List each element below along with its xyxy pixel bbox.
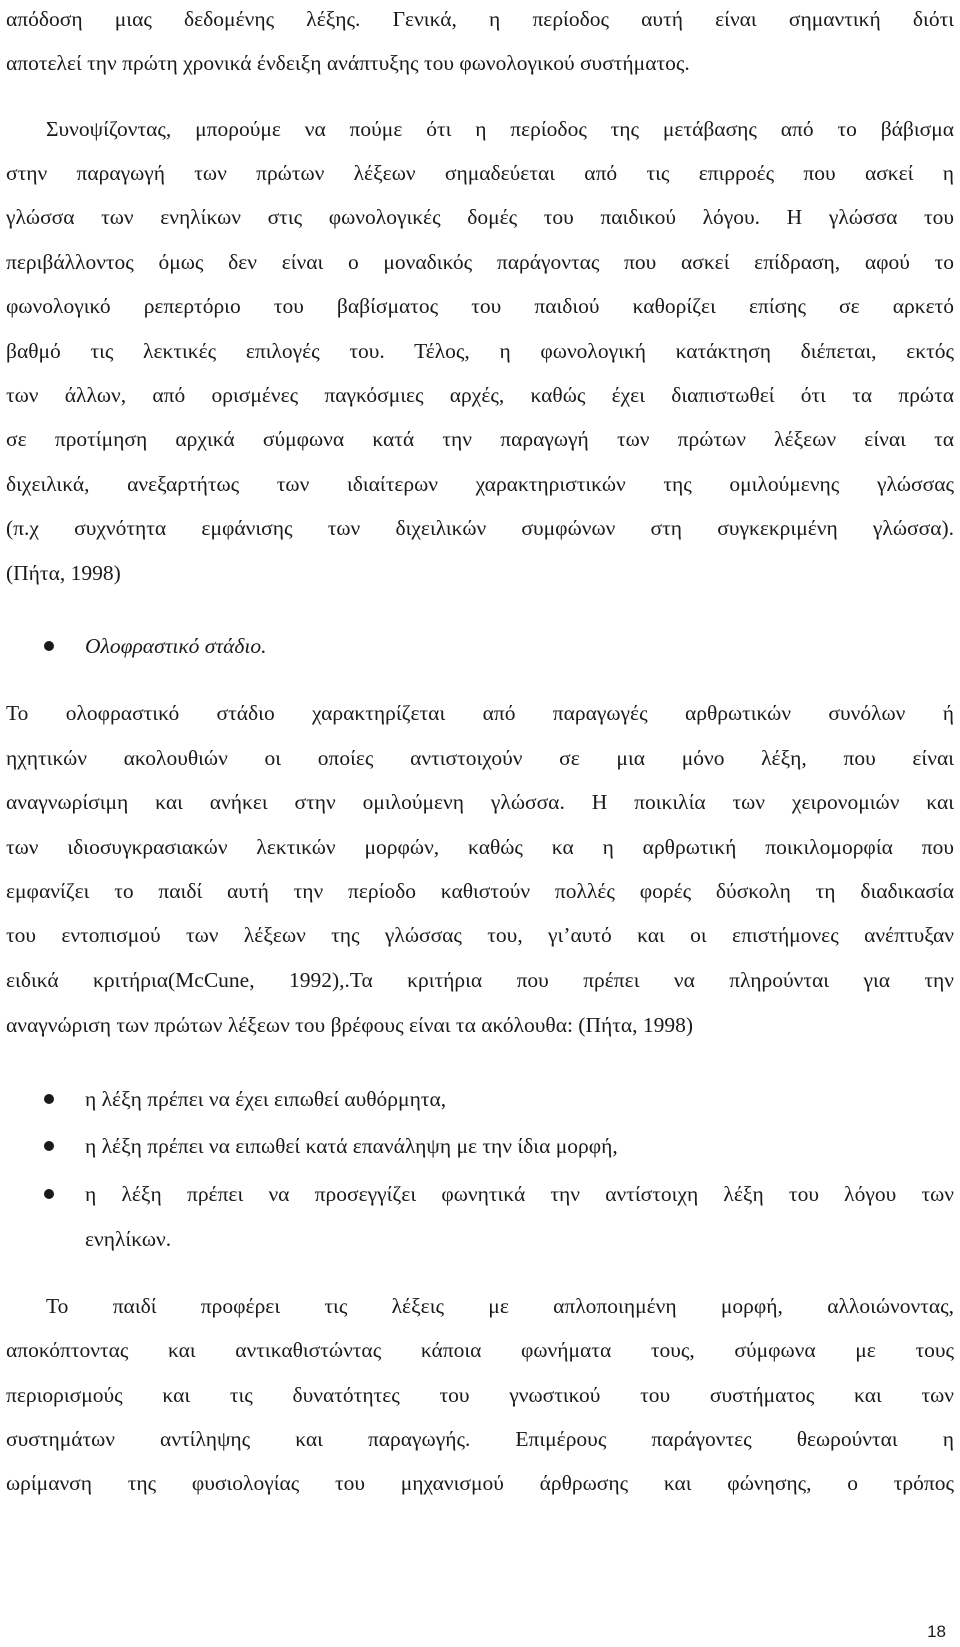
text-line: αποτελεί την πρώτη χρονικά ένδειξη ανάπτυξης του φωνολογικού συστήματος. — [6, 51, 690, 75]
text-line: γλώσσα των ενηλίκων στις φωνολογικές δομές του παιδικού λόγου. Η γλώσσα του — [6, 205, 954, 229]
text-line: αναγνωρίσιμη και ανήκει στην ομιλούμενη γλώσσα. Η ποικιλία των χειρονομιών και — [6, 790, 954, 814]
text-line: Το παιδί προφέρει τις λέξεις με απλοποιημένη μορφή, αλλοιώνοντας, — [46, 1294, 954, 1318]
text-line: (Πήτα, 1998) — [6, 561, 121, 585]
text-line: ηχητικών ακολουθιών οι οποίες αντιστοιχούν σε μια μόνο λέξη, που είναι — [6, 746, 954, 770]
text-line: απόδοση μιας δεδομένης λέξης. Γενικά, η περίοδος αυτή είναι σημαντική διότι — [6, 7, 954, 31]
text-line: συστημάτων αντίληψης και παραγωγής. Επιμέρους παράγοντες θεωρούνται η — [6, 1427, 954, 1451]
text-line: φωνολογικό ρεπερτόριο του βαβίσματος του παιδιού καθορίζει επίσης σε αρκετό — [6, 294, 954, 318]
bullet-icon — [44, 1141, 54, 1151]
text-line: του εντοπισμού των λέξεων της γλώσσας του, γι’αυτό και οι επιστήμονες ανέπτυξαν — [6, 923, 954, 947]
text-line: σε προτίμηση αρχικά σύμφωνα κατά την παραγωγή των πρώτων λέξεων είναι τα — [6, 427, 954, 451]
text-line: (π.χ συχνότητα εμφάνισης των διχειλικών συμφώνων στη συγκεκριμένη γλώσσα). — [6, 516, 954, 540]
list-item: η λέξη πρέπει να προσεγγίζει φωνητικά την αντίστοιχη λέξη του λόγου των — [85, 1182, 954, 1206]
list-item-continuation: ενηλίκων. — [85, 1227, 172, 1251]
bullet-icon — [44, 1189, 54, 1199]
text-line: βαθμό τις λεκτικές επιλογές του. Τέλος, η φωνολογική κατάκτηση διέπεται, εκτός — [6, 339, 954, 363]
bullet-icon — [44, 641, 54, 651]
bullet-icon — [44, 1094, 54, 1104]
list-item: η λέξη πρέπει να έχει ειπωθεί αυθόρμητα, — [85, 1087, 447, 1111]
text-line: αναγνώριση των πρώτων λέξεων του βρέφους είναι τα ακόλουθα: (Πήτα, 1998) — [6, 1013, 694, 1037]
text-line: διχειλικά, ανεξαρτήτως των ιδιαίτερων χαρακτηριστικών της ομιλούμενης γλώσσας — [6, 472, 954, 496]
text-line: των ιδιοσυγκρασιακών λεκτικών μορφών, καθώς κα η αρθρωτική ποικιλομορφία που — [6, 835, 954, 859]
text-line: Συνοψίζοντας, μπορούμε να πούμε ότι η περίοδος της μετάβασης από το βάβισμα — [46, 117, 954, 141]
list-item: η λέξη πρέπει να ειπωθεί κατά επανάληψη με την ίδια μορφή, — [85, 1134, 618, 1158]
text-line: εμφανίζει το παιδί αυτή την περίοδο καθιστούν πολλές φορές δύσκολη τη διαδικασία — [6, 879, 954, 903]
text-line: ωρίμανση της φυσιολογίας του μηχανισμού άρθρωσης και φώνησης, ο τρόπος — [6, 1471, 954, 1495]
section-heading: Ολοφραστικό στάδιο. — [85, 634, 267, 658]
page-number: 18 — [927, 1622, 946, 1641]
text-line: περιβάλλοντος όμως δεν είναι ο μοναδικός παράγοντας που ασκεί επίδραση, αφού το — [6, 250, 954, 274]
text-line: αποκόπτοντας και αντικαθιστώντας κάποια φωνήματα τους, σύμφωνα με τους — [6, 1338, 954, 1362]
text-line: Το ολοφραστικό στάδιο χαρακτηρίζεται από παραγωγές αρθρωτικών συνόλων ή — [6, 701, 954, 725]
text-line: περιορισμούς και τις δυνατότητες του γνωστικού του συστήματος και των — [6, 1383, 954, 1407]
text-line: των άλλων, από ορισμένες παγκόσμιες αρχές, καθώς έχει διαπιστωθεί ότι τα πρώτα — [6, 383, 954, 407]
text-line: ειδικά κριτήρια(McCune, 1992),.Τα κριτήρια που πρέπει να πληρούνται για την — [6, 968, 954, 992]
text-line: στην παραγωγή των πρώτων λέξεων σημαδεύεται από τις επιρροές που ασκεί η — [6, 161, 954, 185]
